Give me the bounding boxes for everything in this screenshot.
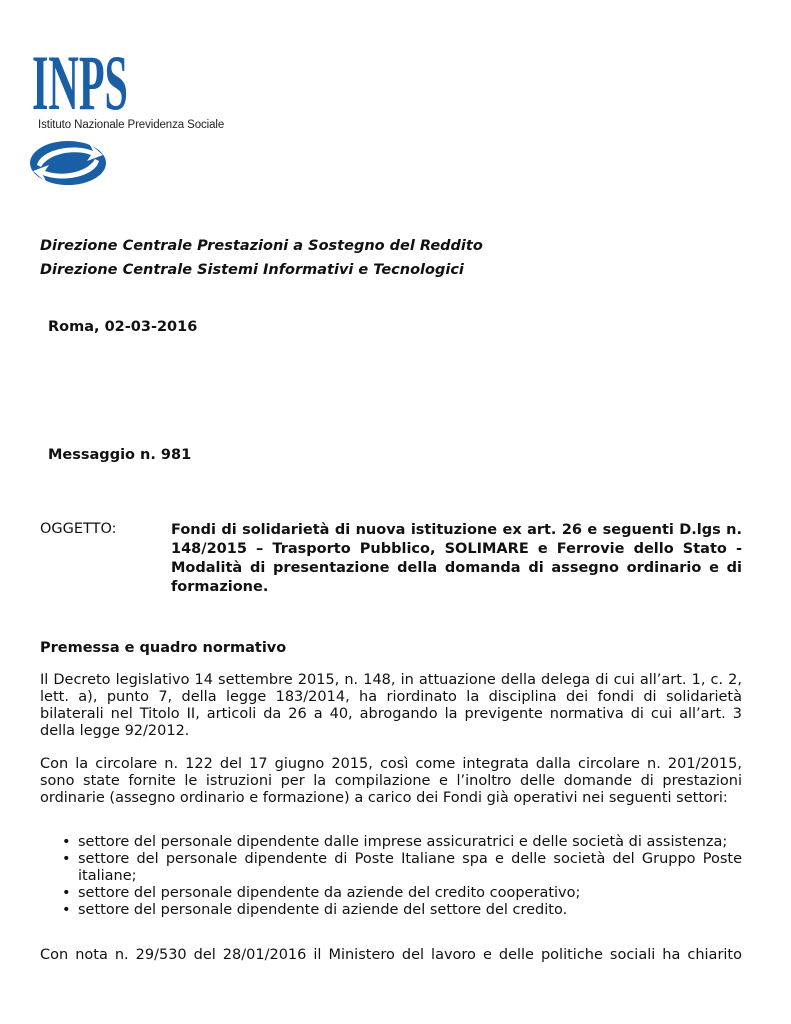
message-number: Messaggio n. 981 [48,447,192,463]
list-item [40,851,742,885]
inps-logo [30,45,245,190]
bullet-icon: • [62,885,71,901]
inps-wordmark [30,45,130,115]
department-line-2: Direzione Centrale Sistemi Informativi e Tecnologici [40,262,464,278]
logo-subtitle: Istituto Nazionale Previdenza Sociale [38,119,225,131]
paragraph-2: Con la circolare n. 122 del 17 giugno 2015, così come integrata dalla circolare n. 201/2015, sono state fornite le istruzioni per la compilazione e l’inoltro delle domande di prestazioni ordinarie (assegno ordinario e formazione) a carico dei Fondi già operativi nei seguenti settori: [40,756,742,806]
list-item [40,902,742,919]
bullet-icon: • [62,902,71,918]
subject-label: OGGETTO: [40,521,117,537]
date-line: Roma, 02-03-2016 [48,319,198,335]
list-item-text: settore del personale dipendente di aziende del settore del credito. [78,902,568,918]
paragraph-3: Con nota n. 29/530 del 28/01/2016 il Ministero del lavoro e delle politiche sociali ha chiarito [40,947,742,963]
arrows-emblem-icon [27,137,109,189]
list-item-text: settore del personale dipendente da aziende del credito cooperativo; [78,885,581,901]
sector-list [40,834,742,919]
department-line-1: Direzione Centrale Prestazioni a Sostegno del Reddito [40,238,483,254]
list-item-text: settore del personale dipendente di Poste Italiane spa e delle società del Gruppo Poste italiane; [78,851,742,884]
section-heading: Premessa e quadro normativo [40,640,287,656]
list-item [40,834,742,851]
list-item [40,885,742,902]
paragraph-1: Il Decreto legislativo 14 settembre 2015, n. 148, in attuazione della delega di cui all’art. 1, c. 2, lett. a), punto 7, della legge 183/2014, ha riordinato la disciplina dei fondi di solidarietà bilaterali nel Titolo II, articoli da 26 a 40, abrogando la previgente normativa di cui all’art. 3 della legge 92/2012. [40,672,742,739]
bullet-icon: • [62,834,71,850]
subject-text: Fondi di solidarietà di nuova istituzione ex art. 26 e seguenti D.lgs n. 148/2015 – Trasporto Pubblico, SOLIMARE e Ferrovie dello Stato - Modalità di presentazione della domanda di assegno ordinario e di formazione. [171,522,742,595]
list-item-text: settore del personale dipendente dalle imprese assicuratrici e delle società di assistenza; [78,834,728,850]
bullet-icon: • [62,851,71,867]
logo-word: INPS [32,45,128,115]
